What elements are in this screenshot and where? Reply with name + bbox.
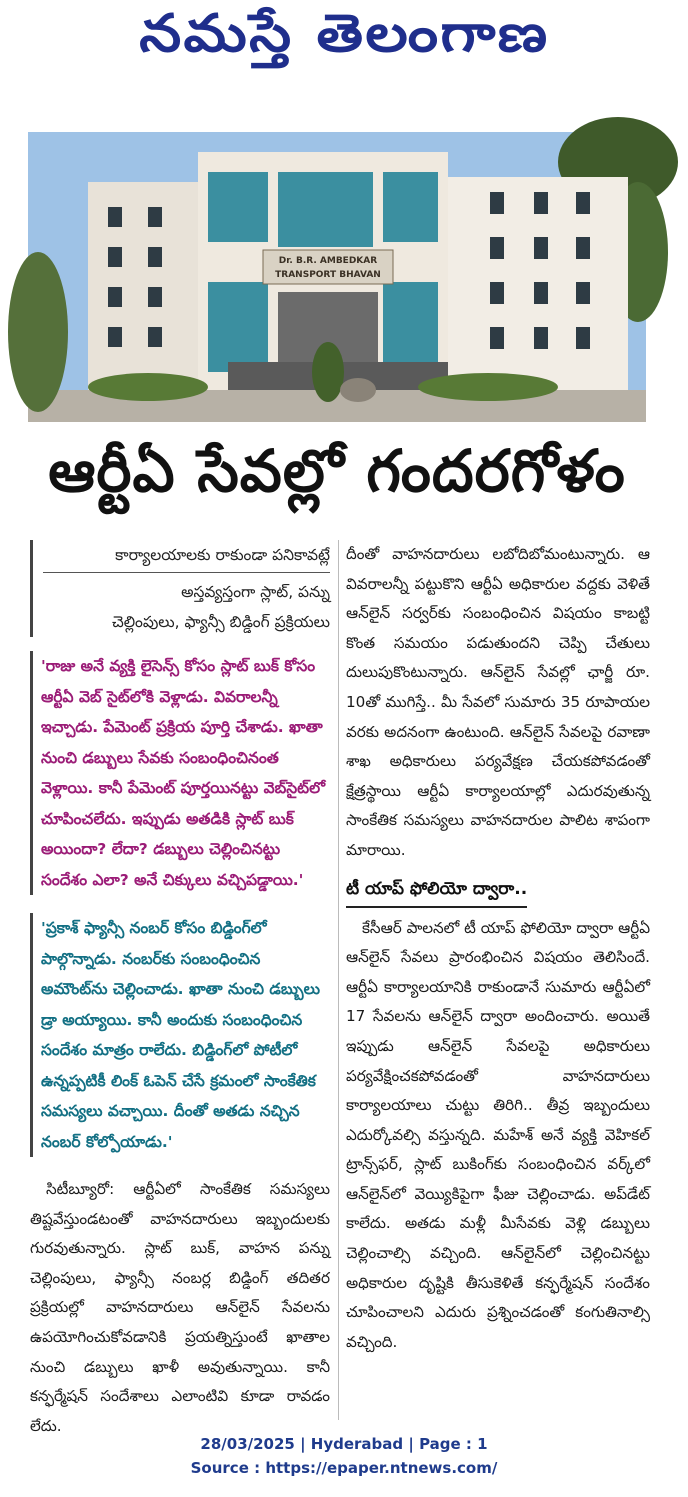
right-column: [346, 540, 650, 1420]
left-column: [30, 540, 330, 1435]
deck-line1: కార్యాలయాలకు రాకుండా పనికావట్లే: [115, 546, 330, 564]
deck-line3: చెల్లింపులు, ఫ్యాన్సీ బిడ్డింగ్ ప్రక్రియలు: [111, 613, 330, 631]
transport-bhavan-photo: [28, 132, 646, 422]
footer: [0, 1432, 688, 1480]
sign-line2: TRANSPORT BHAVAN: [275, 270, 381, 280]
deck: [30, 540, 330, 637]
deck-line2: అస్తవ్యస్తంగా స్లాట్, పన్ను: [181, 583, 330, 601]
headline: ఆర్టీఏ సేవల్లో గందరగోళం: [48, 436, 626, 505]
article-body-right-1: దీంతో వాహనదారులు లబోదిబోమంటున్నారు. ఆ వివరాలన్నీ పట్టుకొని ఆర్టీఏ అధికారుల వద్దకు వెళితే ఆన్‌లైన్ సర్వర్‌కు సంబంధించిన విషయం కాబట్టి కొంత సమయం పడుతుందని చెప్పి చేతులు దులుపుకొంటున్నారు. ఆన్‌లైన్ సేవల్లో ఛార్జీ రూ. 10తో ముగిస్తే.. మీ సేవలో సుమారు 35 రూపాయల వరకు అదనంగా ఉంటుంది. ఆన్‌లైన్ సేవలపై రవాణా శాఖ అధికారులు పర్యవేక్షణ చేయకపోవడంతో క్షేత్రస్థాయి ఆర్టీఏ కార్యాలయాల్లో ఎదురవుతున్న సాంకేతిక సమస్యలు వాహనదారుల పాలిట శాపంగా మారాయి.: [346, 545, 650, 859]
deck-rule: [43, 572, 330, 573]
article-body-right-2: కేసీఆర్ పాలనలో టీ యాప్ ఫోలియో ద్వారా ఆర్టీఏ ఆన్‌లైన్ సేవలు ప్రారంభించిన విషయం తెలిసిందే. ఆర్టీఏ కార్యాలయానికి రాకుండానే సుమారు ఆర్టీఏలో 17 సేవలను ఆన్‌లైన్ ద్వారా అందించారు. అయితే ఇప్పుడు ఆన్‌లైన్ సేవలపై అధికారులు పర్యవేక్షించకపోవడంతో వాహనదారులు కార్యాలయాలు చుట్టు తిరిగి.. తీవ్ర ఇబ్బందులు ఎదుర్కోవల్సి వస్తున్నది. మహేశ్ అనే వ్యక్తి వెహికల్ ట్రాన్స్‌ఫర్, స్లాట్ బుకింగ్‌కు సంబంధించిన వర్క్‌లో ఆన్‌లైన్‌లో వెయ్యికిపైగా ఫీజు చెల్లించాడు. అప్‌డేట్ కాలేదు. అతడు మళ్లీ మీసేవకు వెళ్లి డబ్బులు చెల్లించాల్సి వచ్చింది. ఆన్‌లైన్‌లో చెల్లించినట్టు అధికారుల దృష్టికి తీసుకెళితే కన్ఫర్మేషన్ సందేశం చూపించాలని ఎదురు ప్రశ్నించడంతో కంగుతినాల్సి వచ్చింది.: [346, 918, 650, 1351]
article-body-left: సిటీబ్యూరో: ఆర్టీఏలో సాంకేతిక సమస్యలు తిష్టవేస్తుండటంతో వాహనదారులు ఇబ్బందులకు గురవుతున్నారు. స్లాట్ బుక్, వాహన పన్ను చెల్లింపులు, ఫ్యాన్సీ నంబర్ల బిడ్డింగ్ తదితర ప్రక్రియల్లో వాహనదారులు ఆన్‌లైన్ సేవలను ఉపయోగించుకోవడానికి ప్రయత్నిస్తుంటే ఖాతాల నుంచి డబ్బులు ఖాళీ అవుతున్నాయి. కానీ కన్ఫర్మేషన్ సందేశాలు ఎలాంటివి కూడా రావడం లేదు.: [30, 1180, 330, 1435]
column-divider: [338, 540, 339, 1420]
pull-quote-prakash: 'ప్రకాశ్ ఫ్యాన్సీ నంబర్ కోసం బిడ్డింగ్‌లో పాల్గొన్నాడు. నంబర్‌కు సంబంధించిన అమౌంట్‌ను చెల్లించాడు. ఖాతా నుంచి డబ్బులు డ్రా అయ్యాయి. కానీ అందుకు సంబంధించిన సందేశం మాత్రం రాలేదు. బిడ్డింగ్‌లో పోటీలో ఉన్నప్పటికీ లింక్ ఓపెన్ చేసే క్రమంలో సాంకేతిక సమస్యలు వచ్చాయి. దీంతో అతడు నచ్చిన నంబర్ కోల్పోయాడు.': [30, 913, 330, 1157]
masthead: [0, 0, 688, 80]
sign-line1: Dr. B.R. AMBEDKAR: [278, 256, 378, 266]
newspaper-logo: నమస్తే తెలంగాణ: [138, 3, 550, 64]
footer-date-line: 28/03/2025 | Hyderabad | Page : 1: [200, 1435, 488, 1453]
footer-source-link[interactable]: Source : https://epaper.ntnews.com/: [190, 1459, 498, 1477]
pull-quote-raju: 'రాజు అనే వ్యక్తి లైసెన్స్ కోసం స్లాట్ బుక్ కోసం ఆర్టీఏ వెబ్ సైట్‌లోకి వెళ్లాడు. వివరాలన్నీ ఇచ్చాడు. పేమెంట్ ప్రక్రియ పూర్తి చేశాడు. ఖాతా నుంచి డబ్బులు సేవకు సంబంధించినంత వెళ్లాయి. కానీ పేమెంట్ పూర్తయినట్టు వెబ్‌సైట్‌లో చూపించలేదు. ఇప్పుడు అతడికి స్లాట్ బుక్ అయిందా? లేదా? డబ్బులు చెల్లించినట్టు సందేశం ఎలా? అనే చిక్కులు వచ్చిపడ్డాయి.': [30, 651, 330, 895]
subheading: టీ యాప్ ఫోలియో ద్వారా..: [346, 874, 527, 908]
